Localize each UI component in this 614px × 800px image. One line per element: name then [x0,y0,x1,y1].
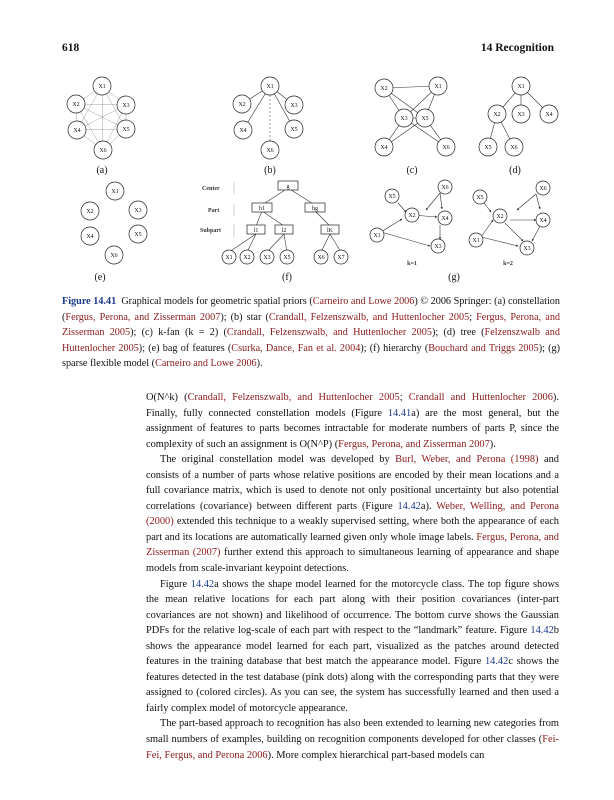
level-subpart: Subpart [200,228,222,234]
node-x5 [129,225,147,243]
caption-text: ). [256,358,263,369]
caption-text: ); (f) hierarchy ( [360,342,429,354]
node-x5 [117,120,135,138]
node-x3 [520,241,534,255]
node-x5 [416,109,434,127]
svg-text:X1: X1 [373,233,381,239]
figure-ref-link[interactable]: 14.42 [190,578,215,590]
citation-link[interactable]: Crandall, Felzenszwalb, and Huttenlocher 2005 [187,392,400,403]
citation-link[interactable]: Fergus, Perona, and Zisserman 2007 [65,311,221,323]
node-x3 [431,239,445,253]
caption-text: Graphical models for geometric spatial priors ( [121,296,313,307]
subfigure-f-hierarchy [200,181,348,283]
svg-text:X1: X1 [472,238,480,244]
node-x4 [438,211,452,225]
node-x1 [222,250,236,264]
svg-text:X3: X3 [517,112,525,118]
node-x6 [314,250,328,264]
node-x2 [233,95,251,113]
svg-text:X1: X1 [517,84,525,90]
svg-text:l2: l2 [281,228,287,234]
svg-text:X2: X2 [238,102,246,108]
svg-text:X6: X6 [317,255,325,261]
level-center: Center [202,186,220,192]
node-g [278,181,298,190]
node-x3 [260,250,274,264]
subfigure-c-kfan [375,77,455,176]
node-hg [305,203,325,212]
page-number: 618 [62,42,80,54]
node-x1 [469,233,483,247]
svg-text:X6: X6 [510,145,518,151]
svg-text:X2: X2 [86,209,94,215]
svg-text:X4: X4 [380,145,388,151]
node-x3 [285,96,303,114]
svg-text:lK: lK [327,228,333,234]
citation-link[interactable]: Burl, Weber, and Perona (1998) [395,454,539,466]
citation-link[interactable]: Fergus, Perona, and Zisserman (2007) [146,531,560,559]
citation-link[interactable]: Carneiro and Lowe 2006 [155,358,257,369]
caption-text: ); (c) k-fan (k = 2) ( [130,327,227,338]
figure-14-41 [40,60,580,295]
body-span: The original constellation model was developed by [160,454,396,466]
svg-text:X3: X3 [400,116,408,122]
svg-text:X3: X3 [434,244,442,250]
citation-link[interactable]: Carneiro and Lowe 2006 [312,296,415,307]
svg-text:g: g [286,184,290,190]
svg-text:X2: X2 [408,213,416,219]
node-x2 [493,209,507,223]
figure-caption [62,294,560,372]
citation-link[interactable]: Crandall, Felzenszwalb, and Huttenlocher 2005 [226,327,432,338]
body-span: ). [489,438,496,450]
node-h1 [252,203,272,212]
body-span: b shows the appearance model learned for each part, visualized as the patches around detected features in the training database that best match the appearance model. Figure [146,625,559,668]
citation-link[interactable]: Fergus, Perona, and Zisserman 2005 [62,311,561,338]
node-x4 [375,138,393,156]
svg-text:X6: X6 [441,185,449,191]
body-span: ). Finally, fully connected constellation models (Figure [146,392,559,419]
svg-text:X5: X5 [484,145,492,151]
subfigure-g-sparse-flexible [370,180,550,283]
paragraph [146,452,559,576]
body-span: a) are the most general, but the assignment of features to parts becomes intractable for moderate numbers of parts P, since the complexity of such an assignment is O(N^P) ( [146,407,560,450]
body-span: c shows the features detected in the test database (pink dots) along with the corresponding parts that they were assigned to (colored circles). As you can see, the system has successfully learned and then used a fairly complex model of motorcycle appearance. [146,656,560,714]
svg-text:hg: hg [312,206,318,212]
node-x3 [395,109,413,127]
subfigure-label-a: (a) [96,165,108,176]
paragraph [146,390,559,452]
paragraph [146,577,559,717]
figure-ref-link[interactable]: 14.42 [484,656,509,668]
subfigure-d-tree [479,77,558,176]
subfigure-label-c: (c) [406,165,418,176]
node-x4 [536,213,550,227]
svg-text:X1: X1 [225,255,233,261]
chapter-title: 14 Recognition [480,42,554,54]
citation-link[interactable]: Crandall and Huttenlocher 2006 [408,392,553,403]
caption-text: ); (d) tree ( [431,327,485,338]
paragraph [146,716,559,763]
svg-text:h1: h1 [259,206,265,212]
node-x7 [334,250,348,264]
node-x2 [405,208,419,222]
node-x1 [370,228,384,242]
subfigure-label-g: (g) [448,272,460,283]
body-span: Figure [160,578,191,590]
caption-text: ); (e) bag of features ( [138,342,232,354]
svg-text:X6: X6 [99,148,107,154]
svg-text:X3: X3 [134,208,142,214]
citation-link[interactable]: Felzenszwalb and Huttenlocher 2005 [62,327,560,354]
svg-text:X4: X4 [239,128,247,134]
node-x5 [285,120,303,138]
svg-text:X2: X2 [496,214,504,220]
subfigure-a-constellation [67,77,135,176]
node-l1 [247,225,265,234]
svg-text:X4: X4 [441,216,449,222]
svg-text:X5: X5 [122,127,130,133]
citation-link[interactable]: Bouchard and Triggs 2005 [428,342,539,354]
svg-text:X1: X1 [266,84,274,90]
figure-ref-link[interactable]: 14.41 [387,407,412,419]
node-x2 [488,105,506,123]
subfigure-label-b: (b) [264,165,276,176]
subfigure-e-bag-of-features [81,182,147,283]
node-x3 [512,105,530,123]
caption-text: ); (b) star ( [220,311,269,323]
citation-link[interactable]: Crandall, Felzenszwalb, and Huttenlocher 2005 [268,311,470,323]
node-x4 [68,121,86,139]
subfigure-label-e: (e) [94,272,106,283]
node-x3 [117,96,135,114]
caption-text: ; [469,311,477,323]
node-x1 [93,77,111,95]
svg-text:X3: X3 [290,103,298,109]
node-x1 [512,77,530,95]
svg-text:X4: X4 [545,112,553,118]
svg-text:X3: X3 [523,246,531,252]
svg-text:X2: X2 [72,102,80,108]
citation-link[interactable]: Fergus, Perona, and Zisserman 2007 [338,438,490,450]
body-span: The part-based approach to recognition has also been extended to learning new categories from small numbers of examples, building on recognition components developed for other classes ( [146,718,559,746]
svg-text:X6: X6 [110,253,118,259]
body-span: a shows the shape model learned for the motorcycle class. The top figure shows the mean relative locations for each part along with their position covariances (inter-part covariances are not shown) and likelihood of occurrence. The bottom curve shows the Gaussian PDFs for the relative log-scale of each part with respect to the “landmark” feature. Figure [146,578,559,637]
node-x6 [105,246,123,264]
node-x4 [81,227,99,245]
svg-text:X1: X1 [434,84,442,90]
svg-text:X4: X4 [86,234,94,240]
node-x4 [540,105,558,123]
node-x6 [94,141,112,159]
citation-link[interactable]: Fei-Fei, Fergus, and Perona 2006 [146,734,559,761]
svg-text:X5: X5 [421,116,429,122]
subfigure-label-d: (d) [509,165,521,176]
node-x6 [438,180,452,194]
node-x6 [536,181,550,195]
node-x1 [429,77,447,95]
svg-text:X4: X4 [539,218,547,224]
svg-text:X5: X5 [388,194,396,200]
node-x6 [437,138,455,156]
svg-text:X6: X6 [266,148,274,154]
node-x5 [280,250,294,264]
body-span: extended this technique to a weakly supervised setting, where both the appearance of each part and its locations are automatically learned given only whole image labels. [146,516,559,543]
svg-text:X3: X3 [263,255,271,261]
node-x6 [505,138,523,156]
subfigure-label-f: (f) [282,272,292,283]
node-x2 [67,95,85,113]
svg-text:l1: l1 [253,228,259,234]
svg-text:X2: X2 [493,112,501,118]
caption-text: ) © 2006 Springer: (a) constellation ( [62,296,560,323]
svg-text:X1: X1 [98,84,106,90]
subfigure-b-star [233,77,303,176]
node-x2 [240,250,254,264]
k-label-2: k=2 [503,261,513,267]
node-x1 [106,182,124,200]
caption-text: ); (g) sparse flexible model ( [62,342,561,369]
node-l2 [275,225,293,234]
svg-text:X5: X5 [476,195,484,201]
svg-text:X2: X2 [243,255,251,261]
svg-text:X7: X7 [337,255,345,261]
svg-text:X5: X5 [283,255,291,261]
citation-link[interactable]: Weber, Welling, and Perona (2000) [146,500,559,528]
node-x2 [375,79,393,97]
svg-text:X3: X3 [122,103,130,109]
svg-text:X5: X5 [134,232,142,238]
body-text [146,390,559,763]
body-span: ). More complex hierarchical part-based models can [267,749,485,761]
figure-ref-link[interactable]: 14.42 [397,500,421,512]
node-x4 [234,121,252,139]
body-span: O(N^k) ( [146,392,188,403]
svg-text:X6: X6 [442,145,450,151]
node-x5 [479,138,497,156]
svg-text:X4: X4 [73,128,81,134]
svg-text:X2: X2 [380,86,388,92]
node-x1 [261,77,279,95]
figure-ref-link[interactable]: 14.42 [530,625,554,637]
body-span: a). [420,500,437,512]
k-label-1: k=1 [407,261,417,267]
node-x5 [473,190,487,204]
svg-text:X5: X5 [290,127,298,133]
node-x3 [129,201,147,219]
citation-link[interactable]: Csurka, Dance, Fan et al. 2004 [231,342,361,354]
svg-text:X1: X1 [111,189,119,195]
node-x5 [385,189,399,203]
node-x2 [81,202,99,220]
body-span: ; [399,392,409,403]
node-x6 [261,141,279,159]
figure-label: Figure 14.41 [62,296,117,307]
level-part: Part [208,208,220,214]
body-span: further extend this approach to simultaneous learning of appearance and shape models from scale-invariant keypoint detections. [146,547,559,575]
node-lk [321,225,339,234]
body-span: and consists of a number of parts whose relative positions are encoded by their mean locations and a full covariance matrix, which is used to denote not only positional uncertainty but also potential correlations (covariance) between different parts (Figure [146,454,559,512]
svg-text:X6: X6 [539,186,547,192]
